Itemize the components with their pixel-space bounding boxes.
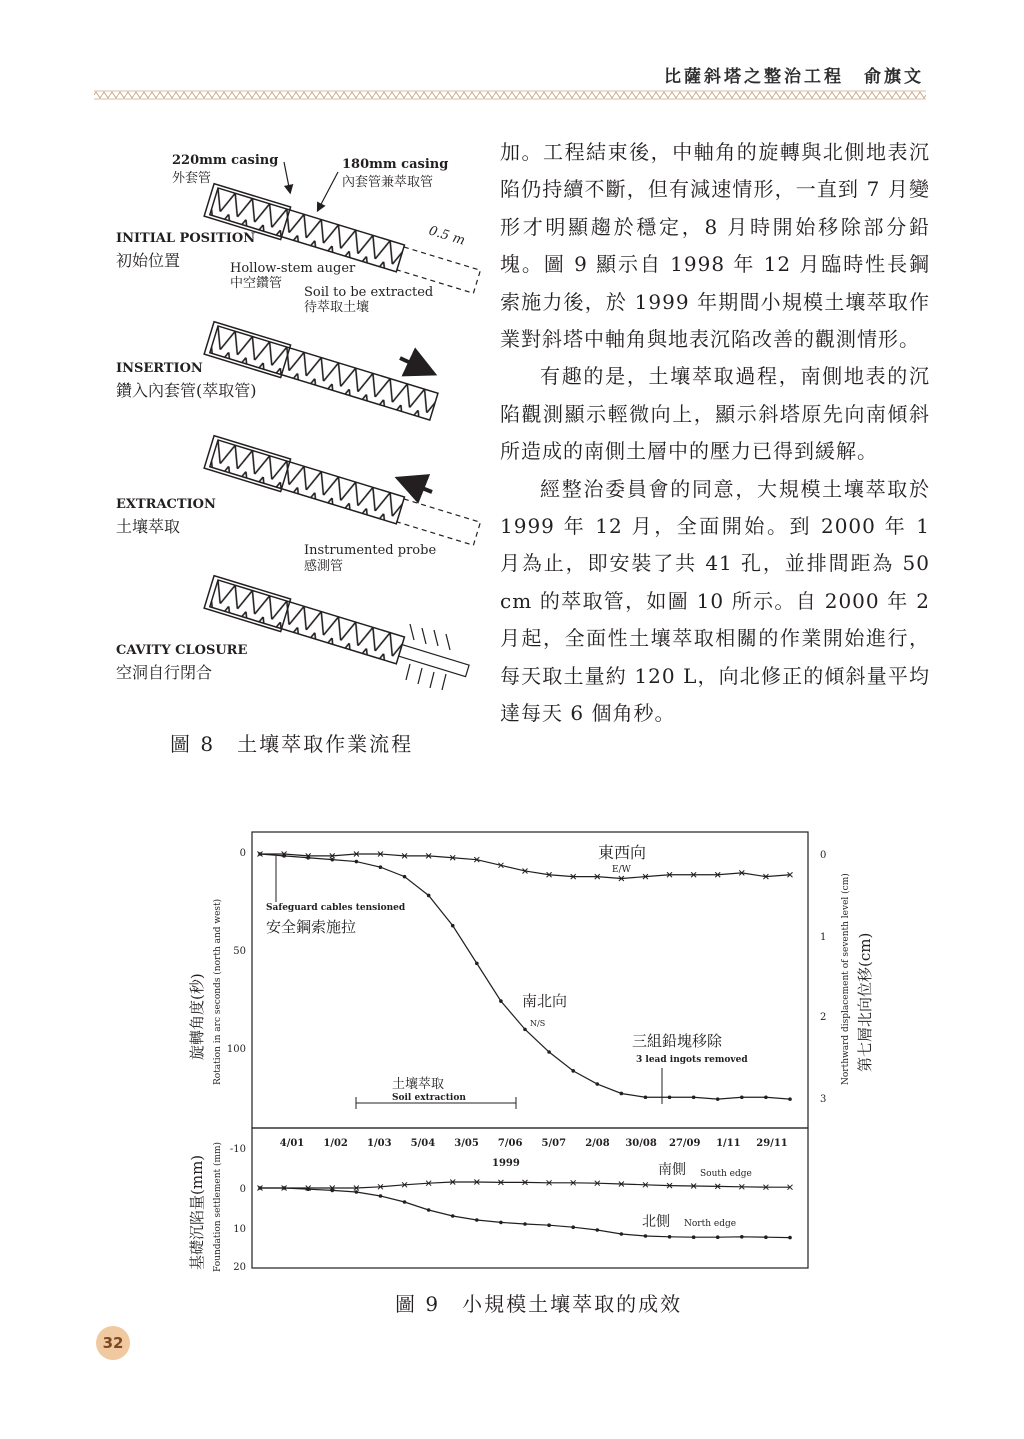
date-tick-label: 1/03 — [367, 1138, 392, 1149]
date-tick-label: 4/01 — [279, 1138, 305, 1149]
data-point — [692, 1095, 696, 1099]
data-point — [740, 1095, 744, 1099]
data-point — [258, 852, 262, 856]
data-point — [716, 1235, 720, 1239]
data-point — [427, 894, 431, 898]
date-tick-label: 2/08 — [585, 1138, 610, 1149]
annot-cables-zh: 安全鋼索施拉 — [266, 918, 357, 936]
year-label: 1999 — [492, 1158, 520, 1169]
data-point — [595, 1082, 599, 1086]
label-auger-zh: 中空鑽管 — [230, 276, 283, 291]
annot-soil-zh: 土壤萃取 — [392, 1077, 445, 1092]
data-point — [306, 856, 310, 860]
label-probe-zh: 感測管 — [304, 559, 344, 574]
label-casing220-zh: 外套管 — [172, 171, 212, 186]
data-point — [451, 1214, 455, 1218]
data-point — [355, 1190, 359, 1194]
data-point — [403, 1200, 407, 1204]
ytick-rot-0: 0 — [239, 848, 246, 859]
annot-ingots-zh: 三組鉛塊移除 — [632, 1032, 723, 1050]
label-casing180-zh: 內套管兼萃取管 — [342, 175, 434, 190]
ytick-cm-3: 3 — [820, 1094, 827, 1105]
data-point — [379, 1194, 383, 1198]
date-tick-label: 1/02 — [323, 1138, 348, 1149]
data-point — [595, 1228, 599, 1232]
date-tick-label: 30/08 — [625, 1138, 657, 1149]
data-point — [499, 999, 503, 1003]
data-point — [788, 1236, 792, 1240]
data-point — [764, 1095, 768, 1099]
annot-south-zh: 南側 — [658, 1162, 686, 1178]
ytick-cm-1: 1 — [820, 932, 827, 943]
ytick-mm-10: 10 — [233, 1224, 246, 1235]
data-point — [306, 1187, 310, 1191]
data-point — [282, 1186, 286, 1190]
data-point — [692, 1235, 696, 1239]
date-tick-label: 1/11 — [716, 1138, 741, 1149]
data-point — [788, 1097, 792, 1101]
label-distance: 0.5 m — [426, 223, 467, 249]
step3-en: EXTRACTION — [116, 497, 216, 512]
label-soil-en: Soil to be extracted — [304, 285, 434, 300]
label-casing220-en: 220mm casing — [172, 153, 279, 168]
data-point — [451, 924, 455, 928]
data-point — [716, 1097, 720, 1101]
date-tick-label: 7/06 — [497, 1138, 523, 1149]
step1-zh: 初始位置 — [116, 251, 181, 270]
series-line-e-w — [260, 854, 790, 879]
annot-ew-en: E/W — [612, 865, 631, 875]
label-auger-en: Hollow-stem auger — [230, 261, 356, 276]
annot-soil-en: Soil extraction — [392, 1093, 466, 1103]
data-point — [427, 1208, 431, 1212]
annot-ew-zh: 東西向 — [598, 843, 647, 862]
ytick-cm-2: 2 — [820, 1012, 827, 1023]
step4-en: CAVITY CLOSURE — [116, 643, 248, 658]
ytick-mm-neg10: -10 — [229, 1144, 246, 1155]
data-point — [475, 1218, 479, 1222]
date-tick-label: 27/09 — [668, 1138, 701, 1149]
figure-8-diagram — [110, 140, 490, 710]
label-probe-en: Instrumented probe — [304, 543, 437, 558]
data-point — [499, 1221, 503, 1225]
step4-zh: 空洞自行閉合 — [116, 663, 213, 682]
series-line-north-edge — [260, 1188, 790, 1238]
data-point — [547, 1050, 551, 1054]
data-point — [668, 1235, 672, 1239]
annot-cables-en: Safeguard cables tensioned — [266, 903, 406, 913]
label-casing180-en: 180mm casing — [342, 157, 449, 172]
ytick-rot-100: 100 — [226, 1044, 246, 1055]
data-point — [523, 1028, 527, 1032]
data-point — [620, 1092, 624, 1096]
date-tick-label: 5/04 — [410, 1138, 436, 1149]
step1-en: INITIAL POSITION — [116, 231, 256, 246]
data-point — [330, 858, 334, 862]
left-axis-top-en: Rotation in arc seconds (north and west) — [213, 898, 223, 1085]
data-point — [258, 1186, 262, 1190]
annot-ingots-en: 3 lead ingots removed — [636, 1055, 748, 1065]
ytick-mm-0: 0 — [239, 1184, 246, 1195]
data-point — [644, 1095, 648, 1099]
label-soil-zh: 待萃取土壤 — [304, 300, 370, 315]
data-point — [523, 1222, 527, 1226]
header-decorative-rule — [94, 90, 926, 100]
step2-en: INSERTION — [116, 361, 203, 376]
annot-ns-zh: 南北向 — [522, 992, 568, 1010]
paragraph-2: 有趣的是，土壤萃取過程，南側地表的沉陷觀測顯示輕微向上，顯示斜塔原先向南傾斜所造成的南側土層中的壓力已得到緩解。 — [500, 364, 930, 464]
paragraph-3: 經整治委員會的同意，大規模土壤萃取於 1999 年 12 月，全面開始。到 2000 年 1 月為止，即安裝了共 41 孔，並排間距為 50 cm 的萃取管，如圖 10 所示。自 2000 年 2 月起，全面性土壤萃取相關的作業開始進行，每天取土量約 120 L，向北修正的傾斜量平均達每天 6 個角秒。 — [500, 476, 930, 726]
data-point — [571, 1069, 575, 1073]
left-axis-bottom-en: Foundation settlement (mm) — [213, 1141, 223, 1272]
data-point — [668, 1095, 672, 1099]
date-tick-label: 3/05 — [454, 1138, 479, 1149]
annot-south-en: South edge — [700, 1169, 752, 1179]
left-axis-bottom-zh: 基礎沉陷量(mm) — [188, 1154, 206, 1270]
page-number: 32 — [96, 1326, 130, 1360]
figure-8-caption: 圖 8 土壤萃取作業流程 — [170, 732, 414, 756]
data-point — [282, 854, 286, 858]
running-header: 比薩斜塔之整治工程 俞旗文 — [664, 67, 924, 87]
data-point — [620, 1232, 624, 1236]
data-point — [571, 1225, 575, 1229]
step3-zh: 土壤萃取 — [116, 517, 181, 536]
top-plot-frame — [252, 832, 808, 1128]
data-point — [547, 1223, 551, 1227]
annot-north-en: North edge — [684, 1219, 737, 1229]
data-point — [355, 860, 359, 864]
data-point — [403, 875, 407, 879]
date-tick-label: 5/07 — [541, 1138, 567, 1149]
ytick-mm-20: 20 — [233, 1262, 246, 1273]
data-point — [475, 962, 479, 966]
data-point — [379, 865, 383, 869]
figure-9-chart — [180, 820, 874, 1280]
data-point — [764, 1235, 768, 1239]
step2-zh: 鑽入內套管(萃取管) — [116, 381, 257, 400]
data-point — [644, 1234, 648, 1238]
right-axis-top-en: Northward displacement of seventh level (cm) — [841, 873, 851, 1085]
bottom-plot-frame — [252, 1128, 808, 1268]
annot-ns-en: N/S — [530, 1019, 546, 1028]
figure-9-caption: 圖 9 小規模土壤萃取的成效 — [395, 1292, 683, 1316]
left-axis-top-zh: 旋轉角度(秒) — [188, 973, 206, 1060]
data-point — [330, 1189, 334, 1193]
data-point — [740, 1235, 744, 1239]
date-tick-label: 29/11 — [756, 1138, 788, 1149]
right-axis-top-zh: 第七層北向位移(cm) — [856, 932, 874, 1072]
paragraph-1: 加。工程結束後，中軸角的旋轉與北側地表沉陷仍持續不斷，但有減速情形，一直到 7 月變形才明顯趨於穩定，8 月時開始移除部分鉛塊。圖 9 顯示自 1998 年 12 月臨時性長鋼索施力後，於 1999 年期間小規模土壤萃取作業對斜塔中軸角與地表沉陷改善的觀測情形。 — [500, 140, 930, 352]
body-text — [500, 134, 930, 733]
ytick-rot-50: 50 — [233, 946, 246, 957]
ytick-cm-0: 0 — [820, 850, 827, 861]
annot-north-zh: 北側 — [642, 1214, 670, 1230]
